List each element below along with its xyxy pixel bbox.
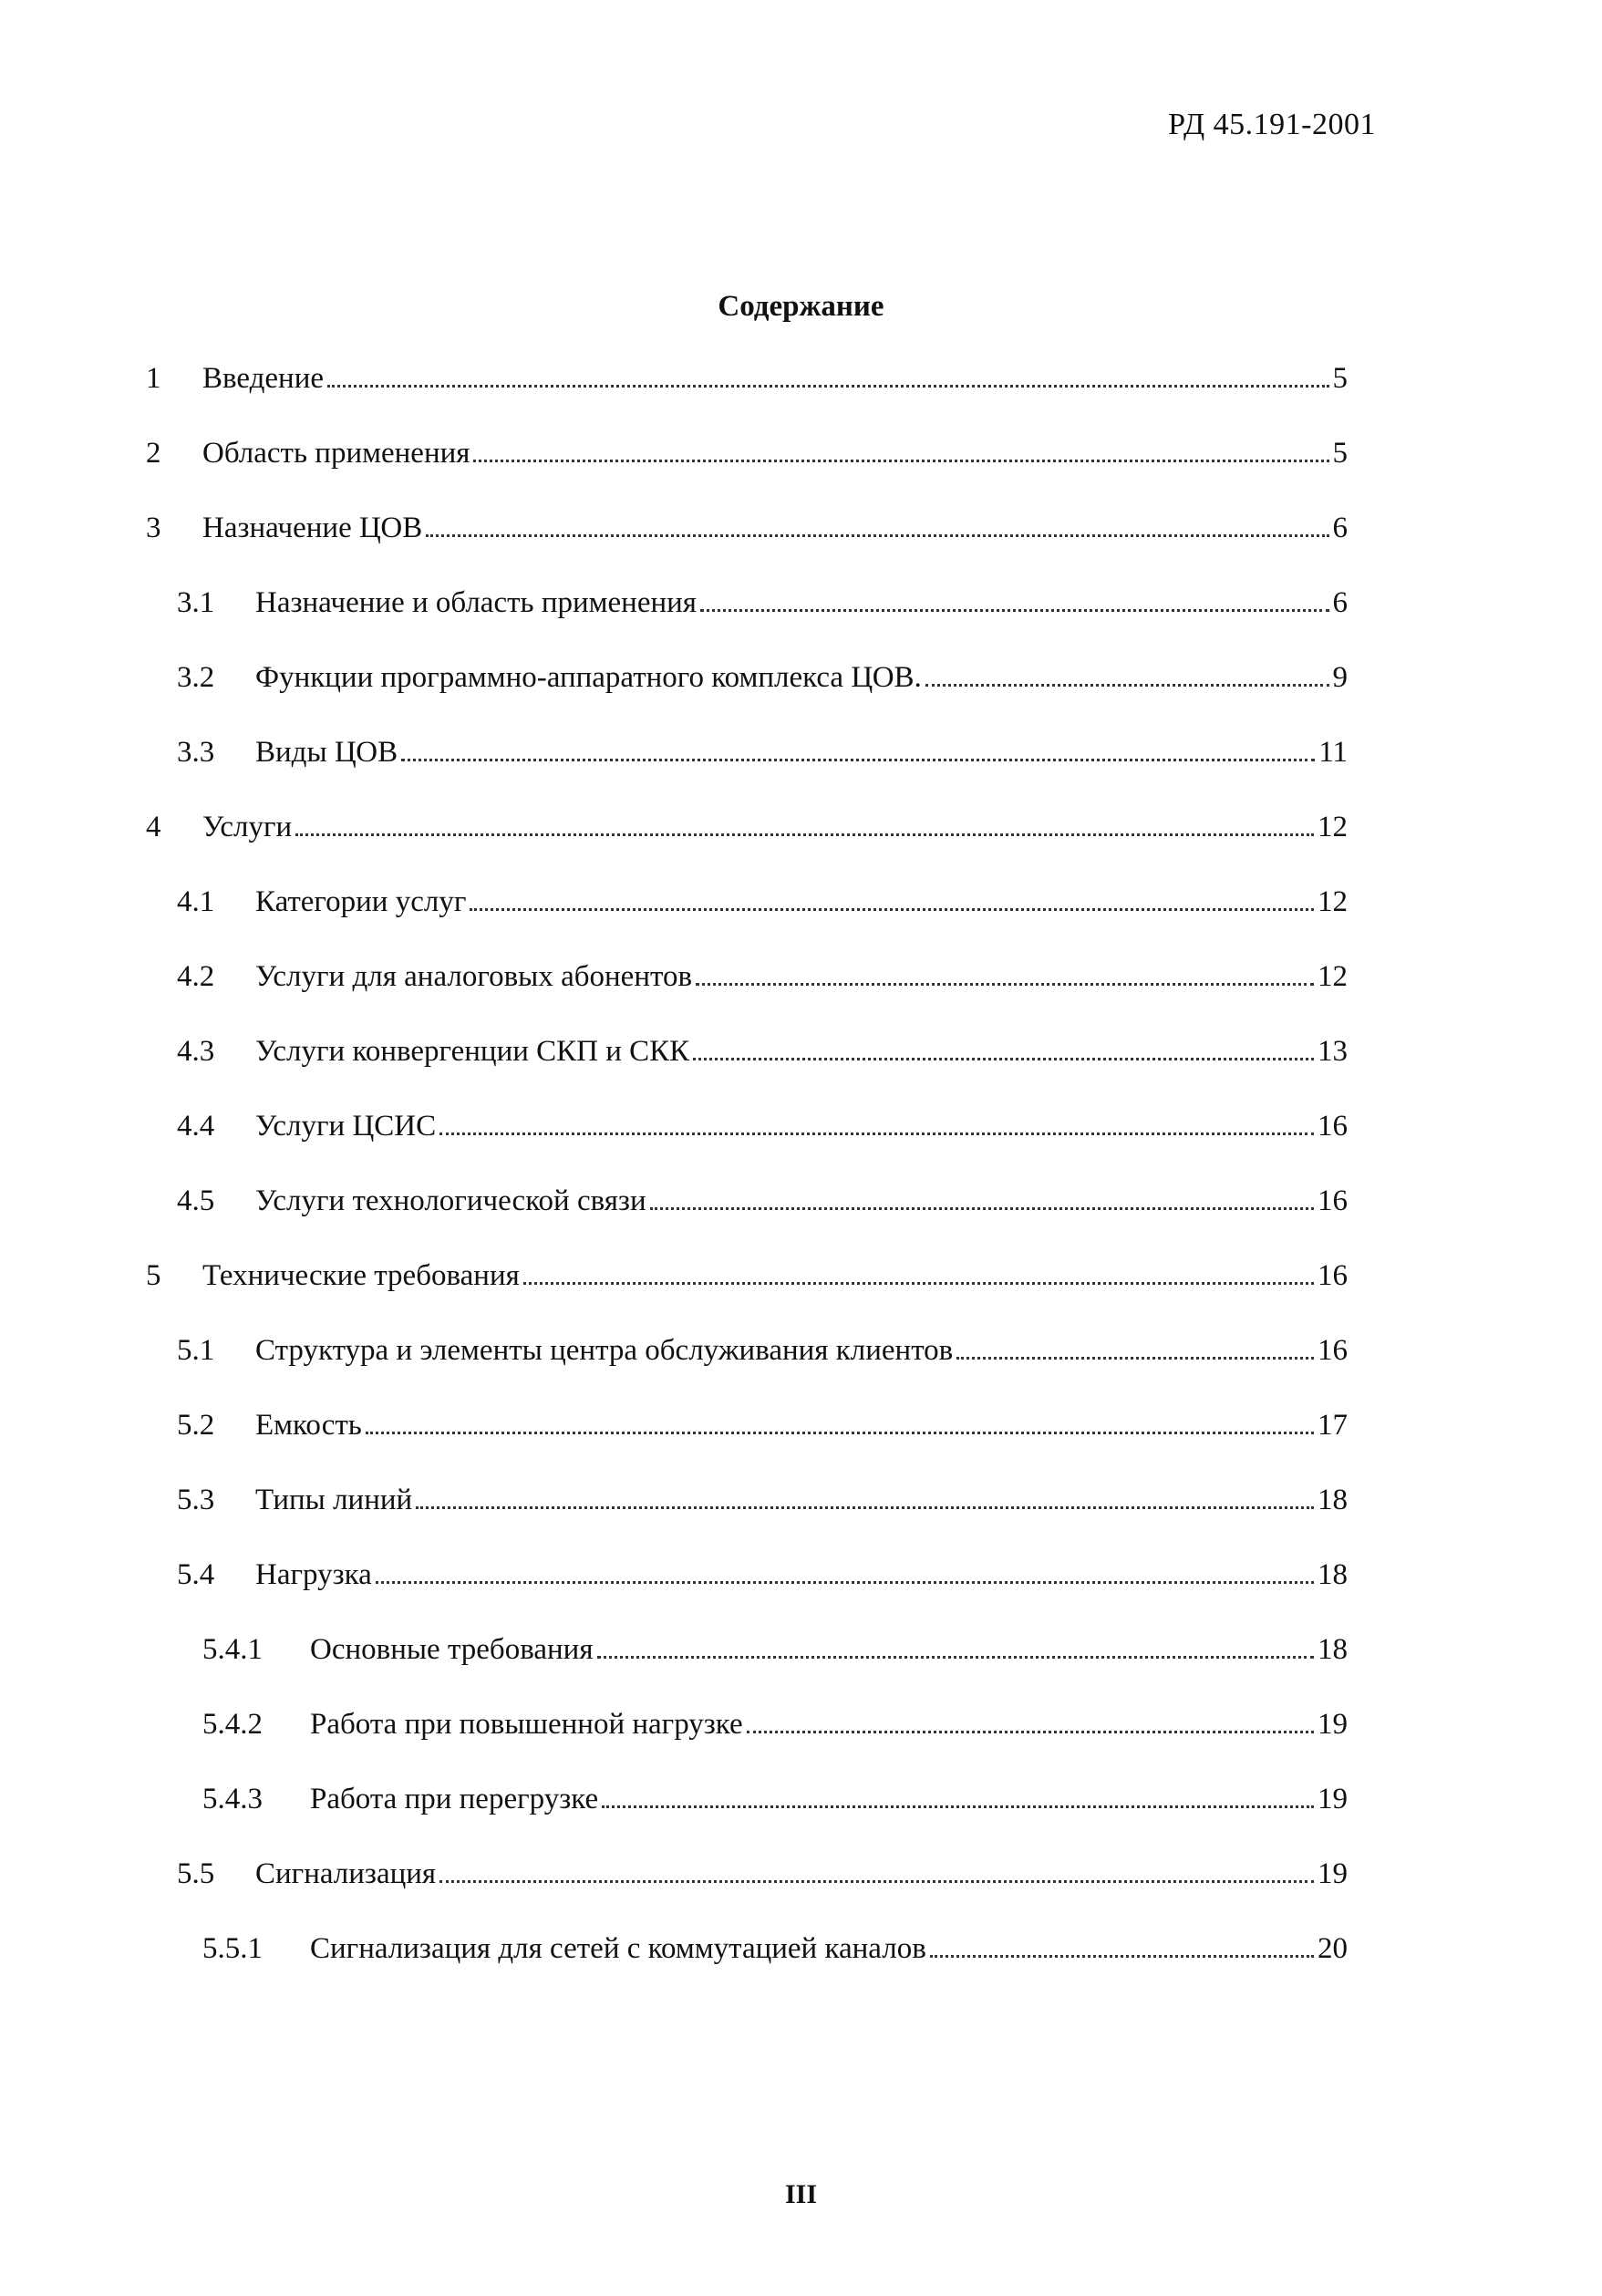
dot-leader bbox=[523, 1282, 1314, 1285]
toc-entry-title: Основные требования bbox=[310, 1633, 594, 1666]
toc-entry-page: 6 bbox=[1332, 512, 1348, 544]
toc-entry-title: Нагрузка bbox=[255, 1558, 372, 1591]
toc-entry-page: 16 bbox=[1318, 1334, 1348, 1367]
toc-entry-title: Типы линий bbox=[255, 1484, 413, 1516]
toc-entry-page: 16 bbox=[1318, 1110, 1348, 1143]
toc-entry bbox=[146, 1856, 1348, 1930]
toc-entry bbox=[146, 1033, 1348, 1108]
dot-leader bbox=[747, 1731, 1314, 1733]
dot-leader bbox=[470, 908, 1314, 911]
toc-entry-title: Виды ЦОВ bbox=[255, 736, 398, 769]
toc-entry bbox=[146, 1257, 1348, 1332]
toc-entry-number: 3.3 bbox=[177, 736, 215, 769]
toc-entry-title: Назначение и область применения bbox=[255, 586, 697, 619]
toc-entry bbox=[146, 1183, 1348, 1257]
toc-entry-title: Назначение ЦОВ bbox=[202, 512, 423, 544]
dot-leader bbox=[602, 1805, 1314, 1808]
dot-leader bbox=[366, 1432, 1314, 1434]
toc-entry-number: 1 bbox=[146, 362, 161, 395]
toc-entry bbox=[146, 510, 1348, 584]
toc-entry-number: 4.1 bbox=[177, 885, 215, 918]
dot-leader bbox=[930, 1955, 1314, 1958]
toc-entry bbox=[146, 734, 1348, 809]
dot-leader bbox=[416, 1506, 1314, 1509]
dot-leader bbox=[693, 1058, 1314, 1060]
toc-entry-page: 19 bbox=[1318, 1783, 1348, 1815]
toc-entry bbox=[146, 659, 1348, 734]
dot-leader bbox=[700, 609, 1329, 612]
toc-entry-title: Услуги конвергенции СКП и СКК bbox=[255, 1035, 690, 1068]
toc-entry bbox=[146, 884, 1348, 958]
toc-entry-title: Структура и элементы центра обслуживания клиентов bbox=[255, 1334, 954, 1367]
toc-entry-page: 18 bbox=[1318, 1484, 1348, 1516]
toc-entry-title: Услуги ЦСИС bbox=[255, 1110, 437, 1143]
dot-leader bbox=[956, 1357, 1314, 1360]
toc-entry-page: 11 bbox=[1318, 736, 1348, 769]
toc-entry-page: 19 bbox=[1318, 1708, 1348, 1741]
toc-entry-page: 16 bbox=[1318, 1259, 1348, 1292]
toc-entry bbox=[146, 435, 1348, 510]
toc-entry-page: 19 bbox=[1318, 1857, 1348, 1890]
toc-entry-page: 12 bbox=[1318, 885, 1348, 918]
toc-entry-page: 12 bbox=[1318, 960, 1348, 993]
toc-entry-number: 4.4 bbox=[177, 1110, 215, 1143]
toc-entry-number: 5.4.3 bbox=[202, 1783, 263, 1815]
toc-entry-title: Технические требования bbox=[202, 1259, 520, 1292]
toc-entry-title: Работа при перегрузке bbox=[310, 1783, 599, 1815]
toc-entry-number: 4.3 bbox=[177, 1035, 215, 1068]
toc-entry bbox=[146, 1631, 1348, 1706]
toc-entry-title: Функции программно-аппаратного комплекса ЦОВ. bbox=[255, 661, 922, 694]
toc-entry-page: 6 bbox=[1332, 586, 1348, 619]
toc-entry-number: 5 bbox=[146, 1259, 161, 1292]
toc-entry-title: Категории услуг bbox=[255, 885, 467, 918]
toc-entry-page: 9 bbox=[1332, 661, 1348, 694]
toc-entry-title: Сигнализация для сетей с коммутацией каналов bbox=[310, 1932, 926, 1965]
toc-entry-number: 4.5 bbox=[177, 1184, 215, 1217]
toc-entry-number: 3.1 bbox=[177, 586, 215, 619]
dot-leader bbox=[925, 684, 1329, 687]
toc-title: Содержание bbox=[718, 290, 884, 323]
toc-entry bbox=[146, 1332, 1348, 1407]
toc-entry-title: Услуги bbox=[202, 811, 293, 843]
toc-entry-number: 5.3 bbox=[177, 1484, 215, 1516]
toc-entry-number: 4 bbox=[146, 811, 161, 843]
dot-leader bbox=[439, 1132, 1314, 1135]
toc-entry bbox=[146, 1781, 1348, 1856]
toc-entry-number: 5.4.1 bbox=[202, 1633, 263, 1666]
toc-entry bbox=[146, 1108, 1348, 1183]
toc-entry bbox=[146, 1706, 1348, 1781]
dot-leader bbox=[696, 983, 1314, 986]
dot-leader bbox=[439, 1880, 1314, 1883]
toc-entry-number: 5.1 bbox=[177, 1334, 215, 1367]
toc-entry-page: 20 bbox=[1318, 1932, 1348, 1965]
toc-entry bbox=[146, 1930, 1348, 2005]
dot-leader bbox=[597, 1656, 1314, 1659]
toc-entry-title: Сигнализация bbox=[255, 1857, 437, 1890]
toc-entry-number: 5.4 bbox=[177, 1558, 215, 1591]
toc-entry-title: Введение bbox=[202, 362, 325, 395]
toc-entry-number: 5.4.2 bbox=[202, 1708, 263, 1741]
toc-entry bbox=[146, 958, 1348, 1033]
toc-entry-page: 18 bbox=[1318, 1633, 1348, 1666]
toc-entry-page: 13 bbox=[1318, 1035, 1348, 1068]
toc-entry-number: 2 bbox=[146, 437, 161, 470]
toc-entry bbox=[146, 584, 1348, 659]
toc-entry-number: 4.2 bbox=[177, 960, 215, 993]
toc-entry bbox=[146, 360, 1348, 435]
document-code: РД 45.191-2001 bbox=[1168, 108, 1376, 141]
toc-entry bbox=[146, 1482, 1348, 1557]
dot-leader bbox=[473, 460, 1328, 462]
dot-leader bbox=[295, 833, 1314, 836]
toc-entry bbox=[146, 1407, 1348, 1482]
toc-entry-number: 5.5 bbox=[177, 1857, 215, 1890]
toc-entry bbox=[146, 1557, 1348, 1631]
toc-entry-title: Емкость bbox=[255, 1409, 362, 1442]
toc-entry-page: 12 bbox=[1318, 811, 1348, 843]
toc-entry-title: Услуги технологической связи bbox=[255, 1184, 646, 1217]
table-of-contents bbox=[146, 360, 1348, 2005]
toc-entry-page: 17 bbox=[1318, 1409, 1348, 1442]
toc-entry-page: 5 bbox=[1332, 437, 1348, 470]
toc-entry-number: 3.2 bbox=[177, 661, 215, 694]
dot-leader bbox=[426, 534, 1328, 537]
toc-entry-title: Работа при повышенной нагрузке bbox=[310, 1708, 743, 1741]
toc-entry bbox=[146, 809, 1348, 884]
toc-entry-page: 18 bbox=[1318, 1558, 1348, 1591]
dot-leader bbox=[327, 385, 1328, 388]
toc-entry-page: 5 bbox=[1332, 362, 1348, 395]
toc-entry-number: 3 bbox=[146, 512, 161, 544]
toc-entry-title: Услуги для аналоговых абонентов bbox=[255, 960, 693, 993]
toc-entry-title: Область применения bbox=[202, 437, 470, 470]
toc-entry-page: 16 bbox=[1318, 1184, 1348, 1217]
toc-entry-number: 5.5.1 bbox=[202, 1932, 263, 1965]
dot-leader bbox=[376, 1581, 1314, 1584]
dot-leader bbox=[401, 759, 1315, 761]
toc-entry-number: 5.2 bbox=[177, 1409, 215, 1442]
dot-leader bbox=[650, 1207, 1314, 1210]
page-number: III bbox=[784, 2179, 818, 2209]
